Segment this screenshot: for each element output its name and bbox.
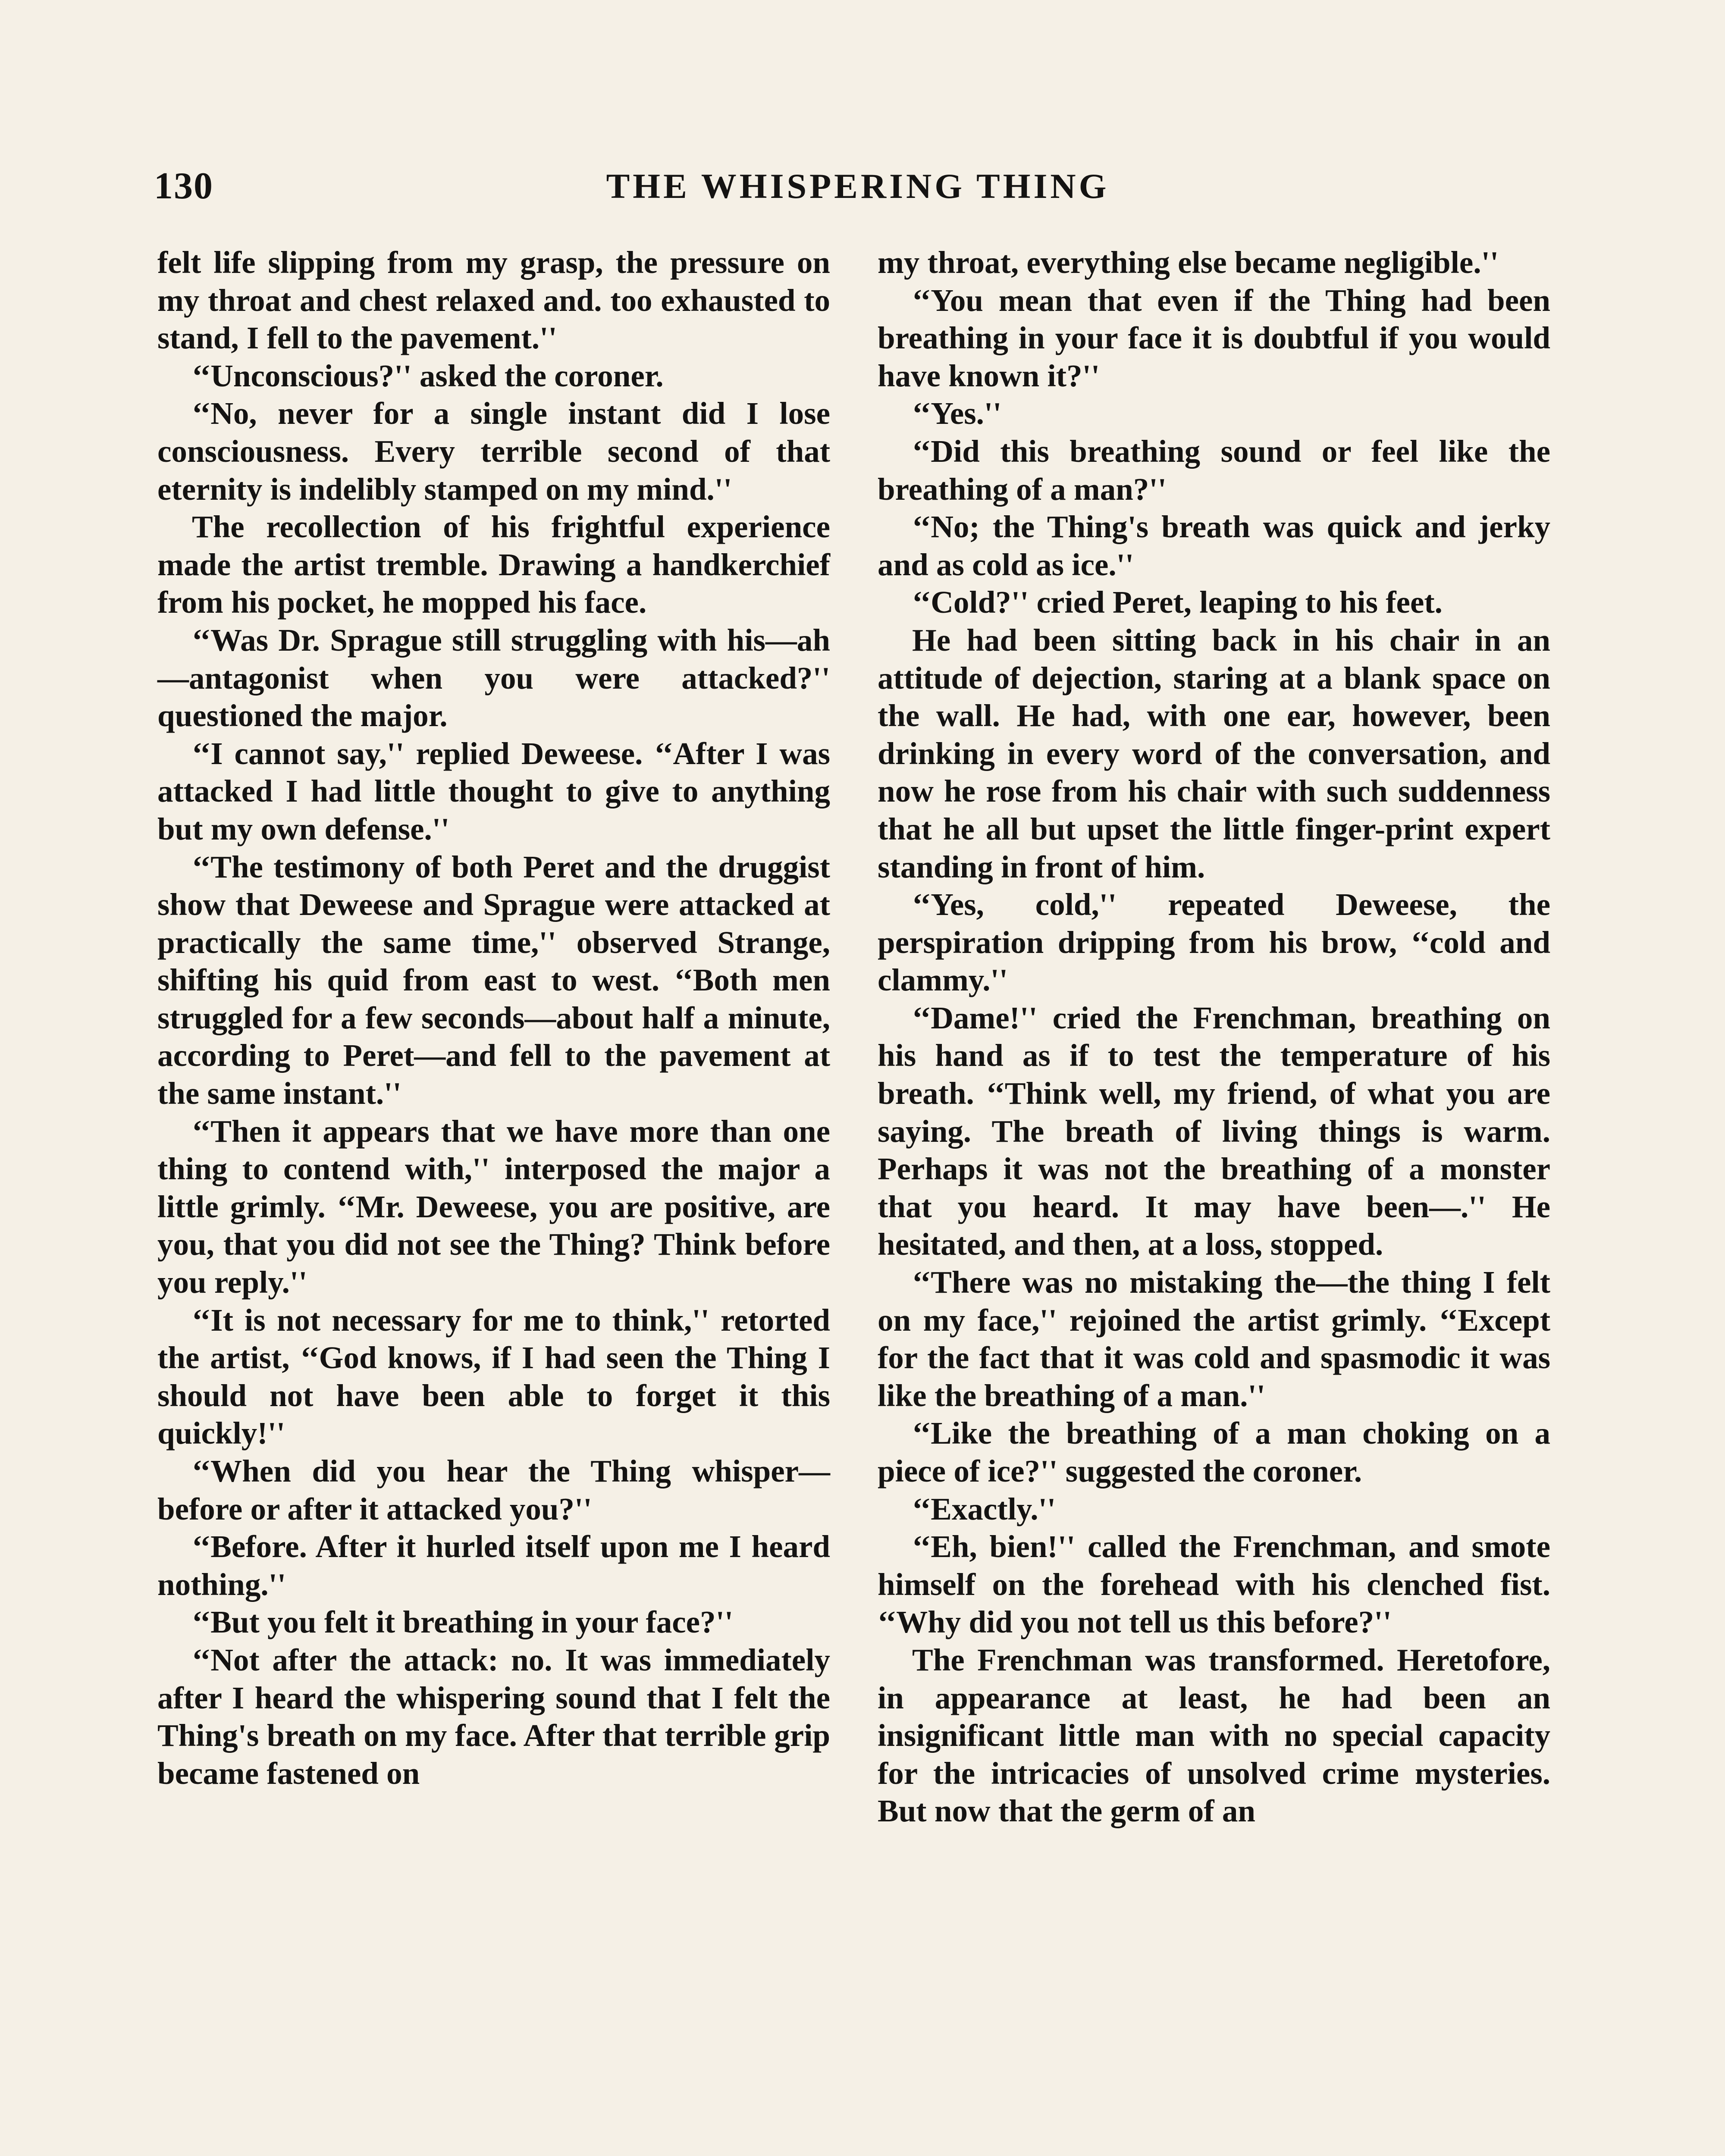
text-column-right bbox=[878, 244, 1550, 1830]
paragraph: ‘‘I cannot say,'' replied Deweese. ‘‘After I was attacked I had little thought to give to anything but my own defense.'' bbox=[157, 736, 830, 846]
paragraph: ‘‘Was Dr. Sprague still struggling with his—ah—antagonist when you were attacked?'' questioned the major. bbox=[157, 622, 830, 733]
paragraph: ‘‘No; the Thing's breath was quick and jerky and as cold as ice.'' bbox=[878, 509, 1550, 582]
paragraph: ‘‘Dame!'' cried the Frenchman, breathing on his hand as if to test the temperature of his breath. ‘‘Think well, my friend, of what you are saying. The breath of living things is warm. Perhaps it was not the breathing of a monster that you heard. It may have been—.'' He hesitated, and then, at a loss, stopped. bbox=[878, 1000, 1550, 1262]
paragraph: ‘‘It is not necessary for me to think,'' retorted the artist, ‘‘God knows, if I had seen the Thing I should not have been able to forget it this quickly!'' bbox=[157, 1302, 830, 1451]
paragraph: ‘‘No, never for a single instant did I lose consciousness. Every terrible second of that eternity is indelibly stamped on my mind.'' bbox=[157, 396, 830, 507]
paragraph: ‘‘Did this breathing sound or feel like the breathing of a man?'' bbox=[878, 433, 1550, 507]
paragraph: The Frenchman was transformed. Heretofore, in appearance at least, he had been an insignificant little man with no special capacity for the intricacies of unsolved crime mysteries. But now that the germ of an bbox=[878, 1642, 1550, 1829]
paragraph: my throat, everything else became negligible.'' bbox=[878, 245, 1499, 280]
paragraph: ‘‘You mean that even if the Thing had been breathing in your face it is doubtful if you would have known it?'' bbox=[878, 282, 1550, 393]
paragraph: ‘‘Then it appears that we have more than one thing to contend with,'' interposed the major a little grimly. ‘‘Mr. Deweese, you are positive, are you, that you did not see the Thing? Think before you reply.'' bbox=[157, 1113, 830, 1300]
paragraph: ‘‘Yes, cold,'' repeated Deweese, the perspiration dripping from his brow, ‘‘cold and clammy.'' bbox=[878, 887, 1550, 998]
paragraph: ‘‘Not after the attack: no. It was immediately after I heard the whispering sound that I felt the Thing's breath on my face. After that terrible grip became fastened on bbox=[157, 1642, 830, 1791]
paragraph: ‘‘Exactly.'' bbox=[912, 1491, 1056, 1526]
paragraph: ‘‘Cold?'' cried Peret, leaping to his feet. bbox=[912, 585, 1443, 620]
paragraph: ‘‘Unconscious?'' asked the coroner. bbox=[192, 358, 664, 393]
paragraph: ‘‘Before. After it hurled itself upon me I heard nothing.'' bbox=[157, 1529, 830, 1602]
running-title: THE WHISPERING THING bbox=[606, 166, 1110, 206]
paragraph: ‘‘There was no mistaking the—the thing I felt on my face,'' rejoined the artist grimly. ‘‘Except for the fact that it was cold and spasmodic it was like the breathing of a man.'' bbox=[878, 1265, 1550, 1413]
page-number: 130 bbox=[154, 165, 213, 207]
paragraph: felt life slipping from my grasp, the pressure on my throat and chest relaxed and. too exhausted to stand, I fell to the pavement.'' bbox=[157, 245, 830, 356]
paragraph: ‘‘Like the breathing of a man choking on a piece of ice?'' suggested the coroner. bbox=[878, 1416, 1550, 1489]
paragraph: The recollection of his frightful experience made the artist tremble. Drawing a handkerchief from his pocket, he mopped his face. bbox=[157, 509, 830, 620]
paragraph: ‘‘But you felt it breathing in your face?'' bbox=[192, 1604, 734, 1640]
paragraph: ‘‘Eh, bien!'' called the Frenchman, and smote himself on the forehead with his clenched fist. ‘‘Why did you not tell us this before?'' bbox=[878, 1529, 1550, 1640]
paragraph: ‘‘The testimony of both Peret and the druggist show that Deweese and Sprague were attacked at practically the same time,'' observed Strange, shifting his quid from east to west. ‘‘Both men struggled for a few seconds—about half a minute, according to Peret—and fell to the pavement at the same instant.'' bbox=[157, 849, 830, 1111]
paragraph: He had been sitting back in his chair in an attitude of dejection, staring at a blank space on the wall. He had, with one ear, however, been drinking in every word of the conversation, and now he rose from his chair with such suddenness that he all but upset the little finger-print expert standing in front of him. bbox=[878, 622, 1550, 884]
page-header bbox=[154, 160, 1562, 212]
text-column-left bbox=[157, 244, 830, 1792]
paragraph: ‘‘When did you hear the Thing whisper—before or after it attacked you?'' bbox=[157, 1454, 830, 1526]
paragraph: ‘‘Yes.'' bbox=[912, 396, 1002, 431]
